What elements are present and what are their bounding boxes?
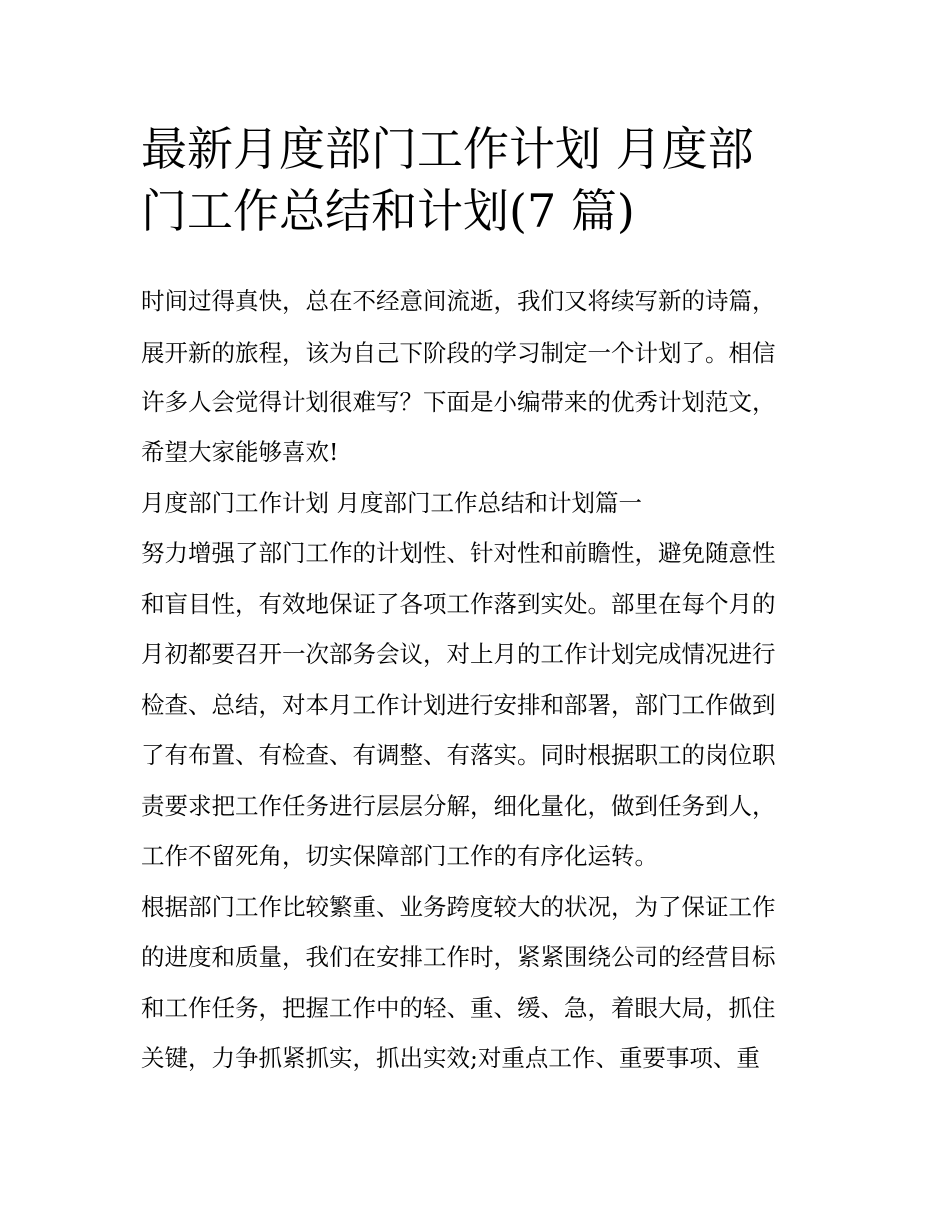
body-line-9: 检查、总结，对本月工作计划进行安排和部署，部门工作做到 [141, 691, 776, 719]
body-line-15: 和工作任务，把握工作中的轻、重、缓、急，着眼大局，抓住 [141, 994, 776, 1022]
body-line-3: 许多人会觉得计划很难写？下面是小编带来的优秀计划范文， [141, 388, 776, 416]
document-title [141, 118, 821, 242]
body-line-14: 的进度和质量，我们在安排工作时，紧紧围绕公司的经营目标 [141, 943, 776, 971]
body-line-11: 责要求把工作任务进行层层分解，细化量化，做到任务到人， [141, 792, 776, 820]
body-line-16: 关键，力争抓紧抓实，抓出实效;对重点工作、重要事项、重 [141, 1044, 760, 1072]
section-heading: 月度部门工作计划 月度部门工作总结和计划篇一 [141, 489, 642, 517]
title-line-1: 最新月度部门工作计划 月度部 [141, 122, 754, 176]
body-line-8: 月初都要召开一次部务会议，对上月的工作计划完成情况进行 [141, 640, 776, 668]
body-line-4: 希望大家能够喜欢! [141, 438, 339, 466]
body-line-12: 工作不留死角，切实保障部门工作的有序化运转。 [141, 842, 658, 870]
body-line-10: 了有布置、有检查、有调整、有落实。同时根据职工的岗位职 [141, 741, 776, 769]
body-line-2: 展开新的旅程，该为自己下阶段的学习制定一个计划了。相信 [141, 339, 776, 367]
title-line-2: 门工作总结和计划(7 篇) [141, 184, 635, 238]
body-line-7: 和盲目性，有效地保证了各项工作落到实处。部里在每个月的 [141, 590, 776, 618]
body-line-6: 努力增强了部门工作的计划性、针对性和前瞻性，避免随意性 [141, 539, 776, 567]
body-line-13: 根据部门工作比较繁重、业务跨度较大的状况，为了保证工作 [141, 893, 776, 921]
body-line-1: 时间过得真快，总在不经意间流逝，我们又将续写新的诗篇， [141, 287, 776, 315]
